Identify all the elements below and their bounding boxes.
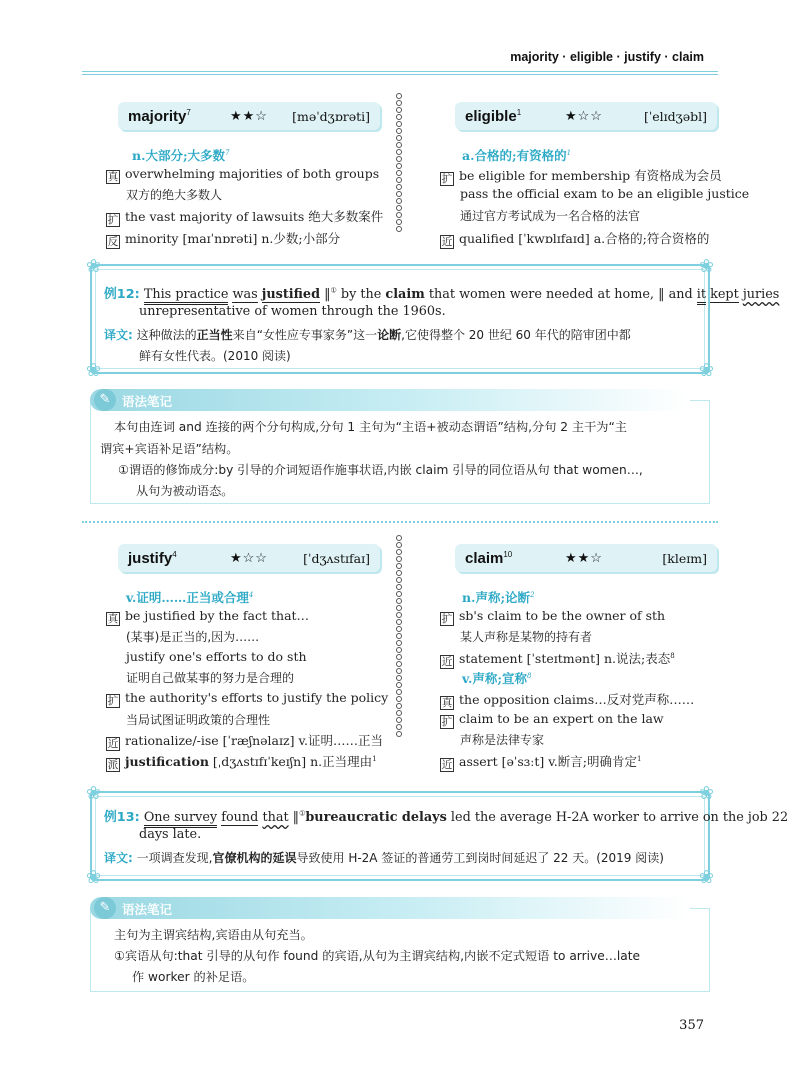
entry-line: 扩 sb's claim to be the owner of sth — [441, 608, 666, 625]
tag-label: 扩 — [441, 173, 453, 185]
pen-icon: ✎ — [94, 897, 116, 919]
translation-label: 译文 — [104, 328, 129, 342]
headword: justify$^4$ — [128, 549, 177, 567]
tag-label: 近 — [441, 236, 453, 248]
headword-box-eligible — [455, 102, 717, 130]
headword-box-justify — [118, 544, 380, 572]
phonetic: [ˈdʒʌstɪfaɪ] — [303, 550, 370, 566]
grammar-notes-1 — [90, 389, 710, 504]
grammar-notes-header: ✎ 语法笔记 — [90, 389, 690, 411]
entry-line: 近 assert [əˈsɜːt] v.断言;明确肯定$^1$ — [441, 754, 642, 771]
example-translation-cont: 鲜有女性代表。(2010 阅读) — [139, 349, 291, 363]
grammar-paragraph: 从句为被动语态。 — [136, 484, 234, 498]
tag-label: 派 — [107, 759, 119, 771]
rating-stars: ★☆☆ — [565, 108, 603, 124]
phonetic: [kleɪm] — [662, 550, 707, 566]
section-separator — [82, 521, 718, 523]
phonetic: [ˈelɪdʒəbl] — [643, 108, 707, 124]
tag-label: 近 — [441, 759, 453, 771]
grammar-paragraph: 本句由连词 and 连接的两个分句构成,分句 1 主句为“主语+被动态谓语”结构,分句 2 主干为“主 — [114, 420, 627, 434]
entry-line: 近 qualified [ˈkwɒlɪfaɪd] a.合格的;符合资格的 — [441, 231, 710, 248]
headword-box-claim — [455, 544, 717, 572]
column-divider-chain — [395, 92, 403, 232]
tag-label: 扩 — [441, 716, 453, 728]
part-of-speech: n.声称;论断$^2$ — [462, 590, 535, 605]
tag-label: 近 — [107, 738, 119, 750]
translation-label: 译文 — [104, 851, 129, 865]
entry-line: 派 justification [ˌdʒʌstɪfɪˈkeɪʃn] n.正当理由$^1$ — [107, 754, 377, 771]
grammar-paragraph: 主句为主谓宾结构,宾语由从句充当。 — [114, 928, 313, 942]
headword-box-majority — [118, 102, 380, 130]
tag-label: 扩 — [441, 613, 453, 625]
rating-stars: ★☆☆ — [230, 550, 268, 566]
tag-label: 真 — [107, 613, 119, 625]
entry-line: 证明自己做某事的努力是合理的 — [126, 671, 295, 685]
example-sentence-cont: unrepresentative of women through the 1960s. — [139, 304, 446, 319]
header-rule — [82, 71, 718, 75]
entry-line: justify one's efforts to do sth — [126, 649, 307, 664]
part-of-speech: n.大部分;大多数$^7$ — [132, 148, 230, 163]
entry-line: 扩 claim to be an expert on the law — [441, 711, 664, 728]
part-of-speech: v.声称;宣称$^8$ — [462, 671, 532, 686]
entry-line: 扩 the authority's efforts to justify the policy — [107, 690, 389, 707]
grammar-notes-header: ✎ 语法笔记 — [90, 897, 690, 919]
entry-line: 近 statement [ˈsteɪtmənt] n.说法;表态$^8$ — [441, 651, 675, 668]
grammar-paragraph: 作 worker 的补足语。 — [132, 970, 255, 984]
pen-icon: ✎ — [94, 389, 116, 411]
entry-line: 真 be justified by the fact that… — [107, 608, 310, 625]
example-sentence-cont: days late. — [139, 827, 202, 842]
headword: majority$^7$ — [128, 107, 191, 125]
entry-line: 双方的绝大多数人 — [126, 188, 223, 202]
running-header: majority · eligible · justify · claim — [510, 50, 704, 64]
entry-line: 扩 be eligible for membership 有资格成为会员 — [441, 168, 722, 185]
example-translation: 译文: 一项调查发现,官僚机构的延误导致使用 H-2A 签证的普通劳工到岗时间延迟了 22 天。(2019 阅读) — [104, 851, 664, 865]
rating-stars: ★★☆ — [565, 550, 603, 566]
tag-label: 扩 — [107, 214, 119, 226]
example-translation: 译文: 这种做法的正当性来自“女性应专事家务”这一论断,它使得整个 20 世纪 60 年代的陪审团中都 — [104, 328, 631, 342]
entry-line: 近 rationalize/-ise [ˈræʃnəlaɪz] v.证明……正当 — [107, 733, 383, 750]
grammar-paragraph: 谓宾+宾语补足语”结构。 — [100, 442, 239, 456]
headword: eligible$^1$ — [465, 107, 522, 125]
tag-label: 扩 — [107, 695, 119, 707]
grammar-paragraph: ①谓语的修饰成分:by 引导的介词短语作施事状语,内嵌 claim 引导的同位语从句 that women…, — [118, 463, 643, 477]
entry-line: 当局试图证明政策的合理性 — [126, 713, 271, 727]
rating-stars: ★★☆ — [230, 108, 268, 124]
entry-line: 通过官方考试成为一名合格的法官 — [460, 209, 641, 223]
tag-label: 真 — [441, 697, 453, 709]
tag-label: 真 — [107, 171, 119, 183]
page-number: 357 — [679, 1018, 704, 1033]
entry-line: (某事)是正当的,因为…… — [126, 630, 260, 644]
entry-line: 反 minority [maɪˈnɒrəti] n.少数;小部分 — [107, 231, 341, 248]
example-sentence: 例13: One survey found that ‖①bureaucratic delays led the average H-2A worker to arrive on the job 22 — [104, 806, 788, 825]
tag-label: 近 — [441, 656, 453, 668]
entry-line: 真 the opposition claims…反对党声称…… — [441, 692, 695, 709]
headword: claim$^{10}$ — [465, 549, 513, 567]
entry-line: 扩 the vast majority of lawsuits 绝大多数案件 — [107, 209, 384, 226]
entry-line: 声称是法律专家 — [460, 733, 545, 747]
grammar-paragraph: ①宾语从句:that 引导的从句作 found 的宾语,从句为主谓宾结构,内嵌不定式短语 to arrive…late — [114, 949, 641, 963]
phonetic: [məˈdʒɒrəti] — [292, 108, 370, 124]
grammar-notes-2 — [90, 897, 710, 992]
part-of-speech: a.合格的;有资格的$^1$ — [462, 148, 572, 163]
example-sentence: 例12: This practice was justified ‖① by the claim that women were needed at home, ‖ and it kept juries — [104, 283, 779, 302]
example-label: 例13 — [104, 810, 135, 825]
example-label: 例12 — [104, 287, 135, 302]
entry-line: 某人声称是某物的持有者 — [460, 630, 593, 644]
column-divider-chain — [395, 534, 403, 737]
entry-line: pass the official exam to be an eligible justice — [460, 186, 750, 201]
part-of-speech: v.证明……正当或合理$^4$ — [126, 590, 254, 605]
entry-line: 真 overwhelming majorities of both groups — [107, 166, 380, 183]
example-box-13: ❀ ❀ ❀ ❀ — [86, 783, 714, 888]
example-box-12: ❀ ❀ ❀ ❀ — [86, 256, 714, 381]
tag-label: 反 — [107, 236, 119, 248]
